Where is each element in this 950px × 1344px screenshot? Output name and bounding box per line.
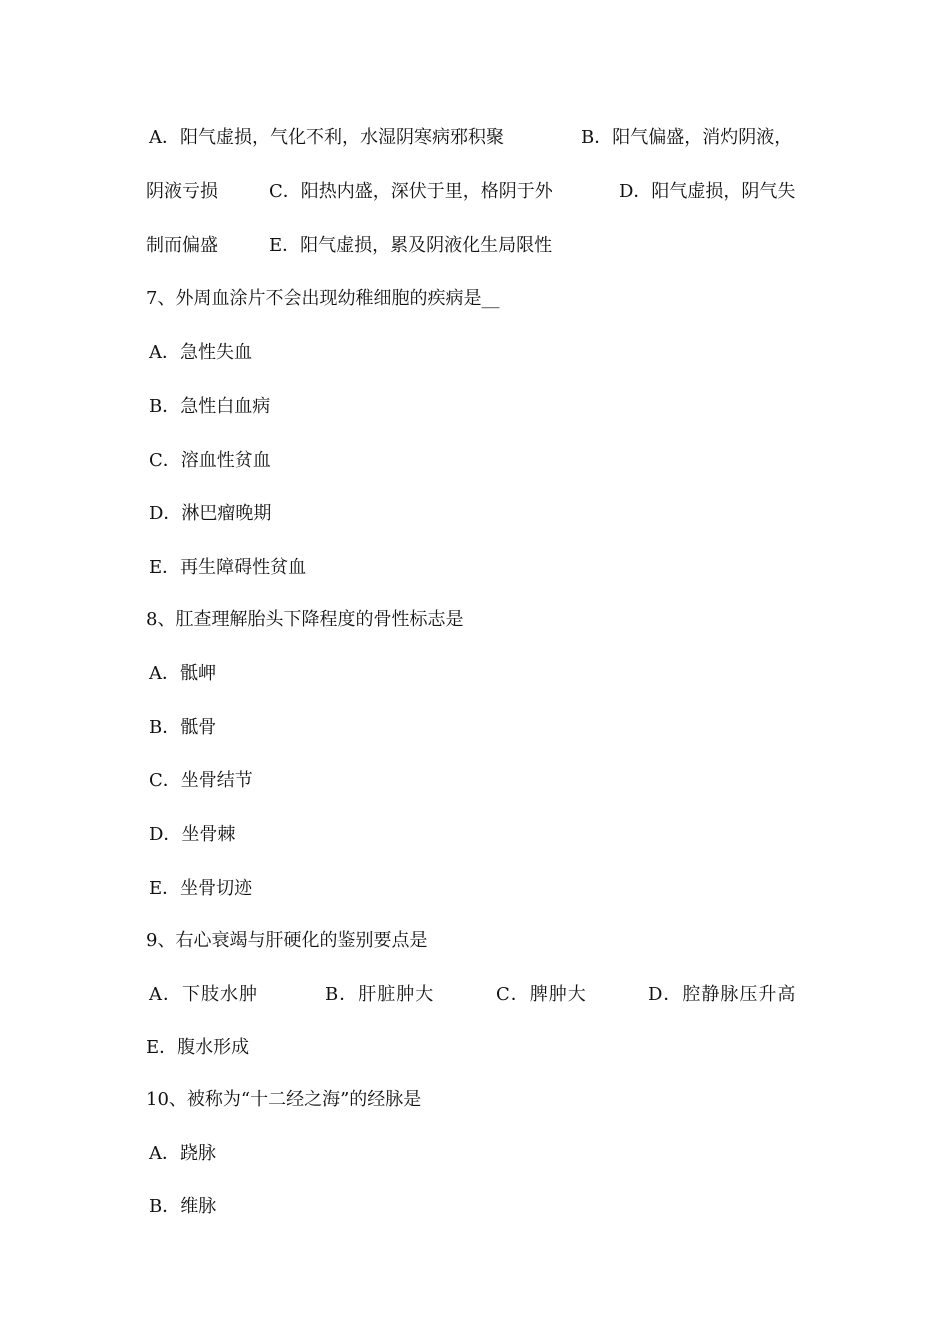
prev-option-d-cont: 制而偏盛 xyxy=(146,235,218,256)
question-7-stem: 7、外周血涂片不会出现幼稚细胞的疾病是__ xyxy=(146,288,500,309)
question-9-option-b: B．肝脏肿大 xyxy=(325,984,435,1005)
prev-option-b-cont: 阴液亏损 xyxy=(146,181,218,202)
question-9-option-e: E．腹水形成 xyxy=(146,1037,250,1058)
question-8-option-a: A．骶岬 xyxy=(149,663,216,684)
prev-option-b: B．阳气偏盛，消灼阴液， xyxy=(581,127,793,148)
prev-option-c: C．阳热内盛，深伏于里，格阴于外 xyxy=(269,181,553,202)
question-7-option-e: E．再生障碍性贫血 xyxy=(149,557,307,578)
question-9-option-d: D．腔静脉压升高 xyxy=(648,984,797,1005)
question-9-stem: 9、右心衰竭与肝硬化的鉴别要点是 xyxy=(146,930,428,951)
question-8-option-b: B．骶骨 xyxy=(149,717,217,738)
question-7-option-c: C．溶血性贫血 xyxy=(149,450,271,471)
question-7-option-a: A．急性失血 xyxy=(149,342,252,363)
prev-option-d: D．阳气虚损，阴气失 xyxy=(619,181,796,202)
prev-option-e: E．阳气虚损，累及阴液化生局限性 xyxy=(269,235,553,256)
question-8-stem: 8、肛查理解胎头下降程度的骨性标志是 xyxy=(146,609,464,630)
question-8-option-d: D．坐骨棘 xyxy=(149,824,236,845)
question-8-option-c: C．坐骨结节 xyxy=(149,770,253,791)
question-10-option-b: B．维脉 xyxy=(149,1196,217,1217)
question-10-stem: 10、被称为“十二经之海”的经脉是 xyxy=(146,1089,422,1110)
question-7-option-b: B．急性白血病 xyxy=(149,396,271,417)
question-9-option-a: A．下肢水肿 xyxy=(149,984,258,1005)
question-9-option-c: C．脾肿大 xyxy=(496,984,587,1005)
question-7-option-d: D．淋巴瘤晚期 xyxy=(149,503,272,524)
prev-option-a: A．阳气虚损，气化不利，水湿阴寒病邪积聚 xyxy=(149,127,504,148)
question-8-option-e: E．坐骨切迹 xyxy=(149,878,253,899)
question-10-option-a: A．跷脉 xyxy=(149,1143,216,1164)
